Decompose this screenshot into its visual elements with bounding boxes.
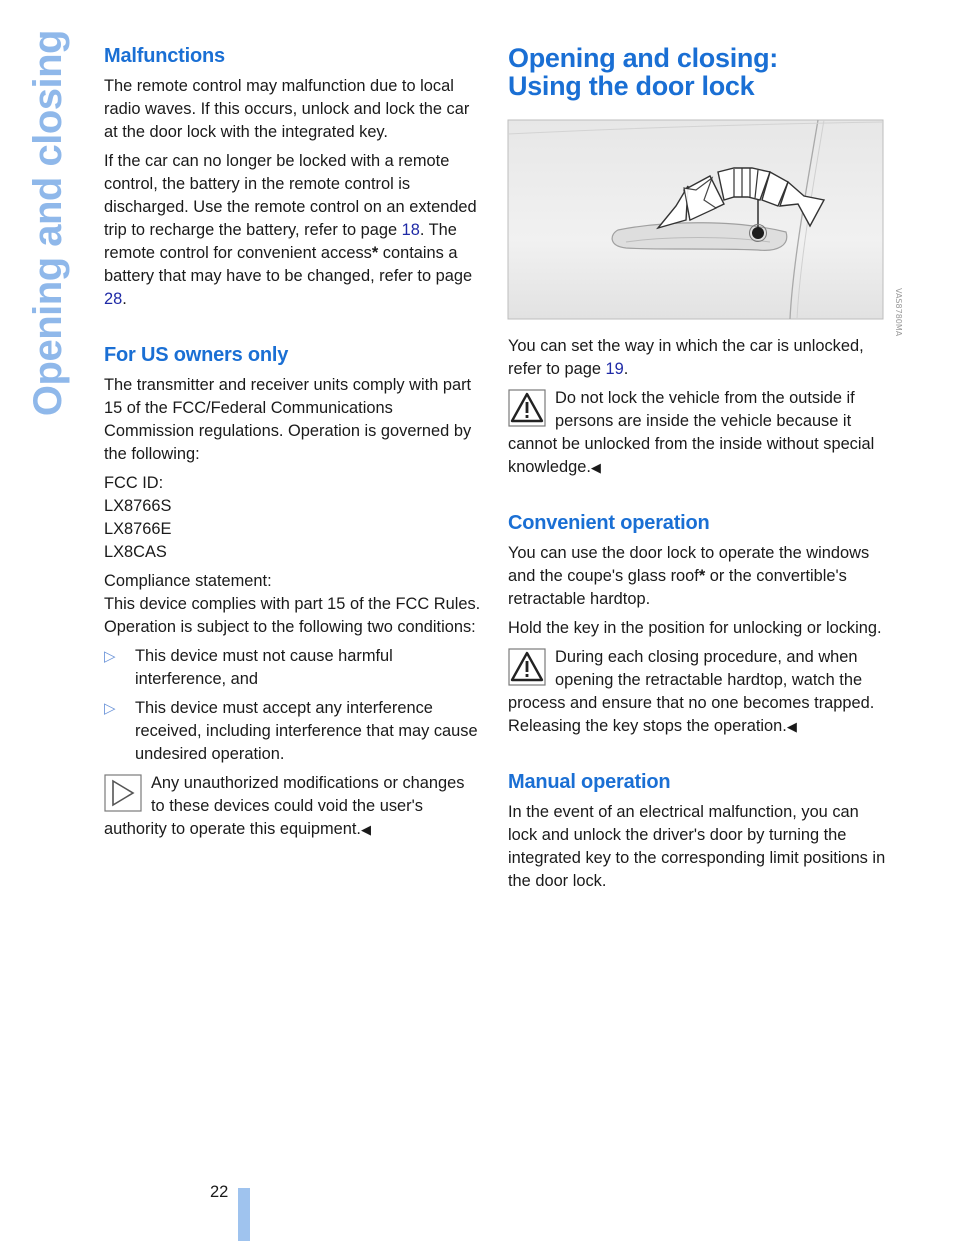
figure-code: VAS8780MA	[894, 288, 903, 337]
list-item: ▷ This device must accept any interference received, including interference that may cause undesired operation.	[104, 699, 478, 763]
page-link-19[interactable]: 19	[605, 360, 624, 378]
fcc-id-value: LX8CAS	[104, 543, 167, 561]
manual-paragraph: In the event of an electrical malfunction, you can lock and unlock the driver's door by turning the integrated key to the corresponding limit positions in the door lock.	[508, 803, 886, 890]
left-column	[104, 44, 482, 847]
us-owners-paragraph: The transmitter and receiver units comply with part 15 of the FCC/Federal Communications Commission regulations. Operation is governed by the following:	[104, 376, 472, 463]
end-mark: ◀	[786, 719, 797, 734]
fcc-id-value: LX8766E	[104, 520, 172, 538]
end-mark: ◀	[590, 460, 601, 475]
chapter-side-tab-label: Opening and closing	[25, 30, 70, 417]
warning-block	[508, 646, 886, 738]
warning-text: Do not lock the vehicle from the outside if persons are inside the vehicle because it cannot be unlocked from the inside without special knowledge.	[508, 389, 875, 476]
warning-block	[508, 387, 886, 479]
optional-equipment-star: *	[371, 244, 379, 262]
triangle-bullet-icon: ▷	[104, 648, 116, 665]
note-block	[104, 772, 482, 841]
manual-operation-heading: Manual operation	[508, 771, 671, 793]
malfunctions-heading: Malfunctions	[104, 45, 225, 67]
note-triangle-icon	[104, 774, 142, 812]
compliance-block	[104, 570, 482, 639]
us-owners-heading: For US owners only	[104, 344, 289, 366]
triangle-bullet-icon: ▷	[104, 700, 116, 717]
convenient-paragraph-1: You can use the door lock to operate the windows and the coupe's glass roof* or the convertible's retractable hardtop.	[508, 544, 870, 608]
page-marker-bar	[238, 1188, 250, 1241]
warning-icon	[508, 389, 546, 427]
door-lock-illustration	[508, 120, 903, 337]
malfunctions-paragraph-2: If the car can no longer be locked with a remote control, the battery in the remote control is discharged. Use the remote control on an extended trip to recharge the battery, refer to page 18. The remote control for convenient access* contains a battery that may have to be changed, refer to page 28.	[104, 152, 477, 308]
malfunctions-paragraph-1: The remote control may malfunction due to local radio waves. If this occurs, unlock and lock the car at the door lock with the integrated key.	[104, 77, 470, 141]
warning-text: During each closing procedure, and when opening the retractable hardtop, watch the process and ensure that no one becomes trapped. Releasing the key stops the operation.	[508, 648, 875, 735]
convenient-paragraph-2: Hold the key in the position for unlocking or locking.	[508, 619, 882, 637]
key-cylinder-icon	[752, 227, 764, 239]
note-text: Any unauthorized modifications or changes to these devices could void the user's authority to operate this equipment.	[104, 774, 465, 838]
page-number: 22	[210, 1183, 229, 1201]
right-column	[508, 43, 903, 899]
door-lock-figure	[508, 120, 903, 337]
intro-paragraph: You can set the way in which the car is unlocked, refer to page 19.	[508, 337, 864, 378]
fcc-id-block	[104, 472, 482, 564]
page-link-28[interactable]: 28	[104, 290, 123, 308]
section-title: Opening and closing: Using the door lock	[508, 43, 778, 101]
warning-icon	[508, 648, 546, 686]
page-link-18[interactable]: 18	[401, 221, 420, 239]
convenient-operation-heading: Convenient operation	[508, 512, 710, 534]
list-item: ▷ This device must not cause harmful interference, and	[104, 647, 393, 688]
optional-equipment-star: *	[698, 567, 706, 585]
end-mark: ◀	[360, 822, 371, 837]
fcc-id-value: LX8766S	[104, 497, 172, 515]
compliance-text: This device complies with part 15 of the FCC Rules. Operation is subject to the following two conditions:	[104, 595, 481, 636]
compliance-label: Compliance statement:	[104, 572, 272, 590]
fcc-id-label: FCC ID:	[104, 474, 164, 492]
chapter-side-tab	[26, 30, 70, 430]
conditions-list	[104, 645, 482, 766]
